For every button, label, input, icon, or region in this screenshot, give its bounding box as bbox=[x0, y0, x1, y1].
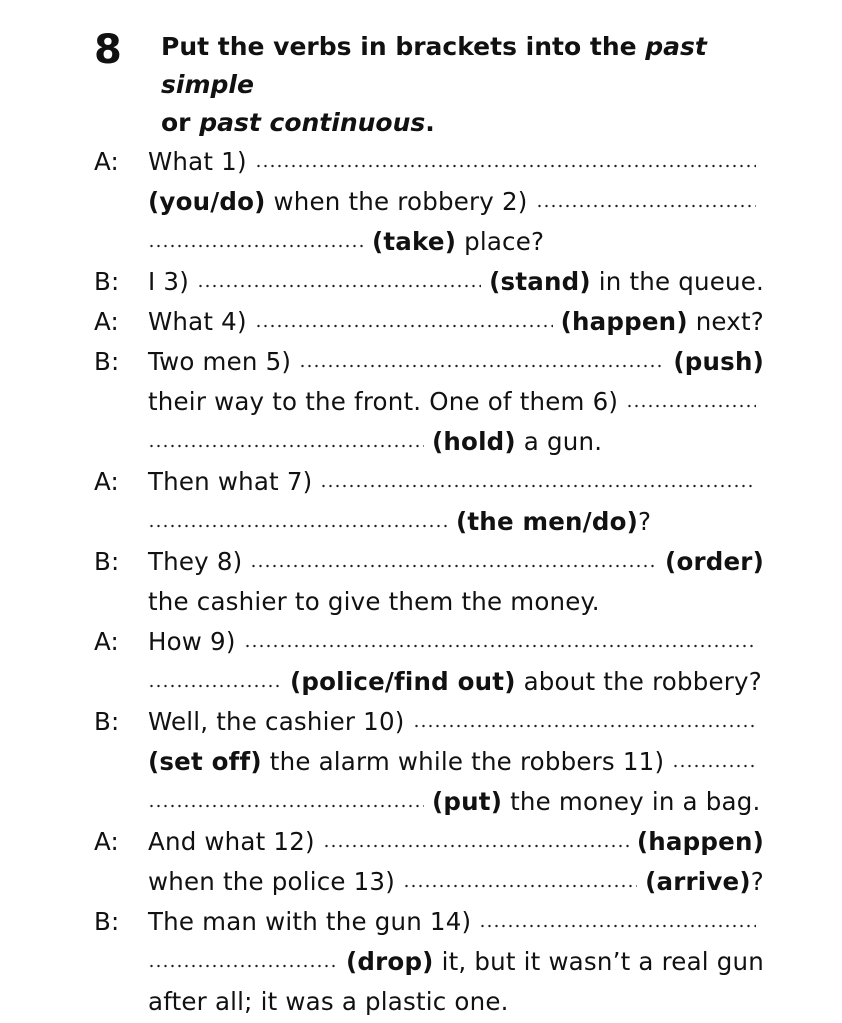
answer-blank[interactable] bbox=[413, 722, 757, 730]
answer-blank[interactable] bbox=[250, 562, 657, 570]
verb-prompt: (arrive) bbox=[645, 867, 751, 896]
line-text: The man with the gun 14) bbox=[148, 907, 472, 936]
verb-prompt: (hold) bbox=[432, 427, 516, 456]
dialogue-line bbox=[94, 182, 774, 222]
answer-blank[interactable] bbox=[255, 162, 756, 170]
dialogue-line bbox=[94, 462, 774, 502]
answer-blank[interactable] bbox=[626, 402, 756, 410]
speaker-label: B: bbox=[94, 907, 120, 936]
answer-blank[interactable] bbox=[148, 962, 338, 970]
answer-blank[interactable] bbox=[148, 802, 424, 810]
instruction-text: Put the verbs in brackets into the bbox=[161, 32, 646, 61]
instruction-text: . bbox=[425, 108, 435, 137]
verb-prompt: (put) bbox=[432, 787, 503, 816]
dialogue-line bbox=[94, 342, 774, 382]
line-text: the money in a bag. bbox=[502, 787, 761, 816]
line-text: the cashier to give them the money. bbox=[148, 587, 600, 616]
line-text: next? bbox=[687, 307, 764, 336]
verb-prompt: (the men/do) bbox=[456, 507, 638, 536]
speaker-label: B: bbox=[94, 347, 120, 376]
verb-prompt: (take) bbox=[372, 227, 457, 256]
dialogue-line bbox=[94, 542, 774, 582]
dialogue-line bbox=[94, 302, 774, 342]
dialogue-line bbox=[94, 822, 774, 862]
dialogue-line bbox=[94, 422, 774, 462]
answer-blank[interactable] bbox=[148, 682, 282, 690]
dialogue-line bbox=[94, 982, 774, 1022]
dialogue-line bbox=[94, 702, 774, 742]
verb-prompt: (happen) bbox=[636, 827, 764, 856]
answer-blank[interactable] bbox=[197, 282, 481, 290]
dialogue-line bbox=[94, 902, 774, 942]
exercise-header bbox=[94, 22, 794, 137]
line-text: place? bbox=[456, 227, 545, 256]
line-text: about the robbery? bbox=[515, 667, 762, 696]
verb-prompt: (set off) bbox=[148, 747, 262, 776]
line-text: it, but it wasn’t a real gun bbox=[433, 947, 764, 976]
speaker-label: B: bbox=[94, 707, 120, 736]
line-text: the alarm while the robbers 11) bbox=[261, 747, 665, 776]
answer-blank[interactable] bbox=[403, 882, 637, 890]
dialogue-line bbox=[94, 502, 774, 542]
answer-blank[interactable] bbox=[299, 362, 665, 370]
line-text: when the police 13) bbox=[148, 867, 395, 896]
line-text: Then what 7) bbox=[148, 467, 313, 496]
speaker-label: A: bbox=[94, 467, 119, 496]
line-text: when the robbery 2) bbox=[265, 187, 528, 216]
answer-blank[interactable] bbox=[244, 642, 756, 650]
verb-prompt: (police/find out) bbox=[290, 667, 516, 696]
verb-prompt: (drop) bbox=[346, 947, 434, 976]
line-text: after all; it was a plastic one. bbox=[148, 987, 509, 1016]
exercise-instruction bbox=[161, 28, 794, 142]
verb-prompt: (you/do) bbox=[148, 187, 266, 216]
verb-prompt: (order) bbox=[665, 547, 764, 576]
dialogue-line bbox=[94, 782, 774, 822]
answer-blank[interactable] bbox=[148, 442, 424, 450]
line-text: What 4) bbox=[148, 307, 247, 336]
dialogue-line bbox=[94, 622, 774, 662]
answer-blank[interactable] bbox=[536, 202, 756, 210]
verb-prompt: (happen) bbox=[560, 307, 688, 336]
answer-blank[interactable] bbox=[320, 482, 756, 490]
speaker-label: A: bbox=[94, 147, 119, 176]
line-text: What 1) bbox=[148, 147, 247, 176]
dialogue-line bbox=[94, 382, 774, 422]
dialogue-line bbox=[94, 142, 774, 182]
dialogue-line bbox=[94, 862, 774, 902]
dialogue-line bbox=[94, 262, 774, 302]
dialogue bbox=[94, 142, 774, 1022]
answer-blank[interactable] bbox=[148, 522, 448, 530]
line-text: ? bbox=[638, 507, 652, 536]
dialogue-line bbox=[94, 582, 774, 622]
line-text: They 8) bbox=[148, 547, 243, 576]
dialogue-line bbox=[94, 222, 774, 262]
line-text: ? bbox=[750, 867, 764, 896]
instruction-emphasis: past continuous bbox=[199, 108, 426, 137]
speaker-label: A: bbox=[94, 627, 119, 656]
speaker-label: A: bbox=[94, 827, 119, 856]
speaker-label: B: bbox=[94, 267, 120, 296]
answer-blank[interactable] bbox=[148, 242, 364, 250]
answer-blank[interactable] bbox=[479, 922, 756, 930]
line-text: Two men 5) bbox=[148, 347, 292, 376]
answer-blank[interactable] bbox=[672, 762, 756, 770]
dialogue-line bbox=[94, 662, 774, 702]
verb-prompt: (stand) bbox=[489, 267, 591, 296]
answer-blank[interactable] bbox=[323, 842, 629, 850]
line-text: And what 12) bbox=[148, 827, 315, 856]
line-text: their way to the front. One of them 6) bbox=[148, 387, 619, 416]
dialogue-line bbox=[94, 742, 774, 782]
line-text: I 3) bbox=[148, 267, 189, 296]
line-text: How 9) bbox=[148, 627, 236, 656]
exercise-number: 8 bbox=[94, 27, 122, 73]
speaker-label: B: bbox=[94, 547, 120, 576]
speaker-label: A: bbox=[94, 307, 119, 336]
answer-blank[interactable] bbox=[255, 322, 553, 330]
line-text: a gun. bbox=[515, 427, 603, 456]
verb-prompt: (push) bbox=[673, 347, 764, 376]
instruction-text: or bbox=[161, 108, 200, 137]
line-text: Well, the cashier 10) bbox=[148, 707, 405, 736]
dialogue-line bbox=[94, 942, 774, 982]
line-text: in the queue. bbox=[590, 267, 764, 296]
instruction-emphasis: past simple bbox=[161, 32, 707, 99]
